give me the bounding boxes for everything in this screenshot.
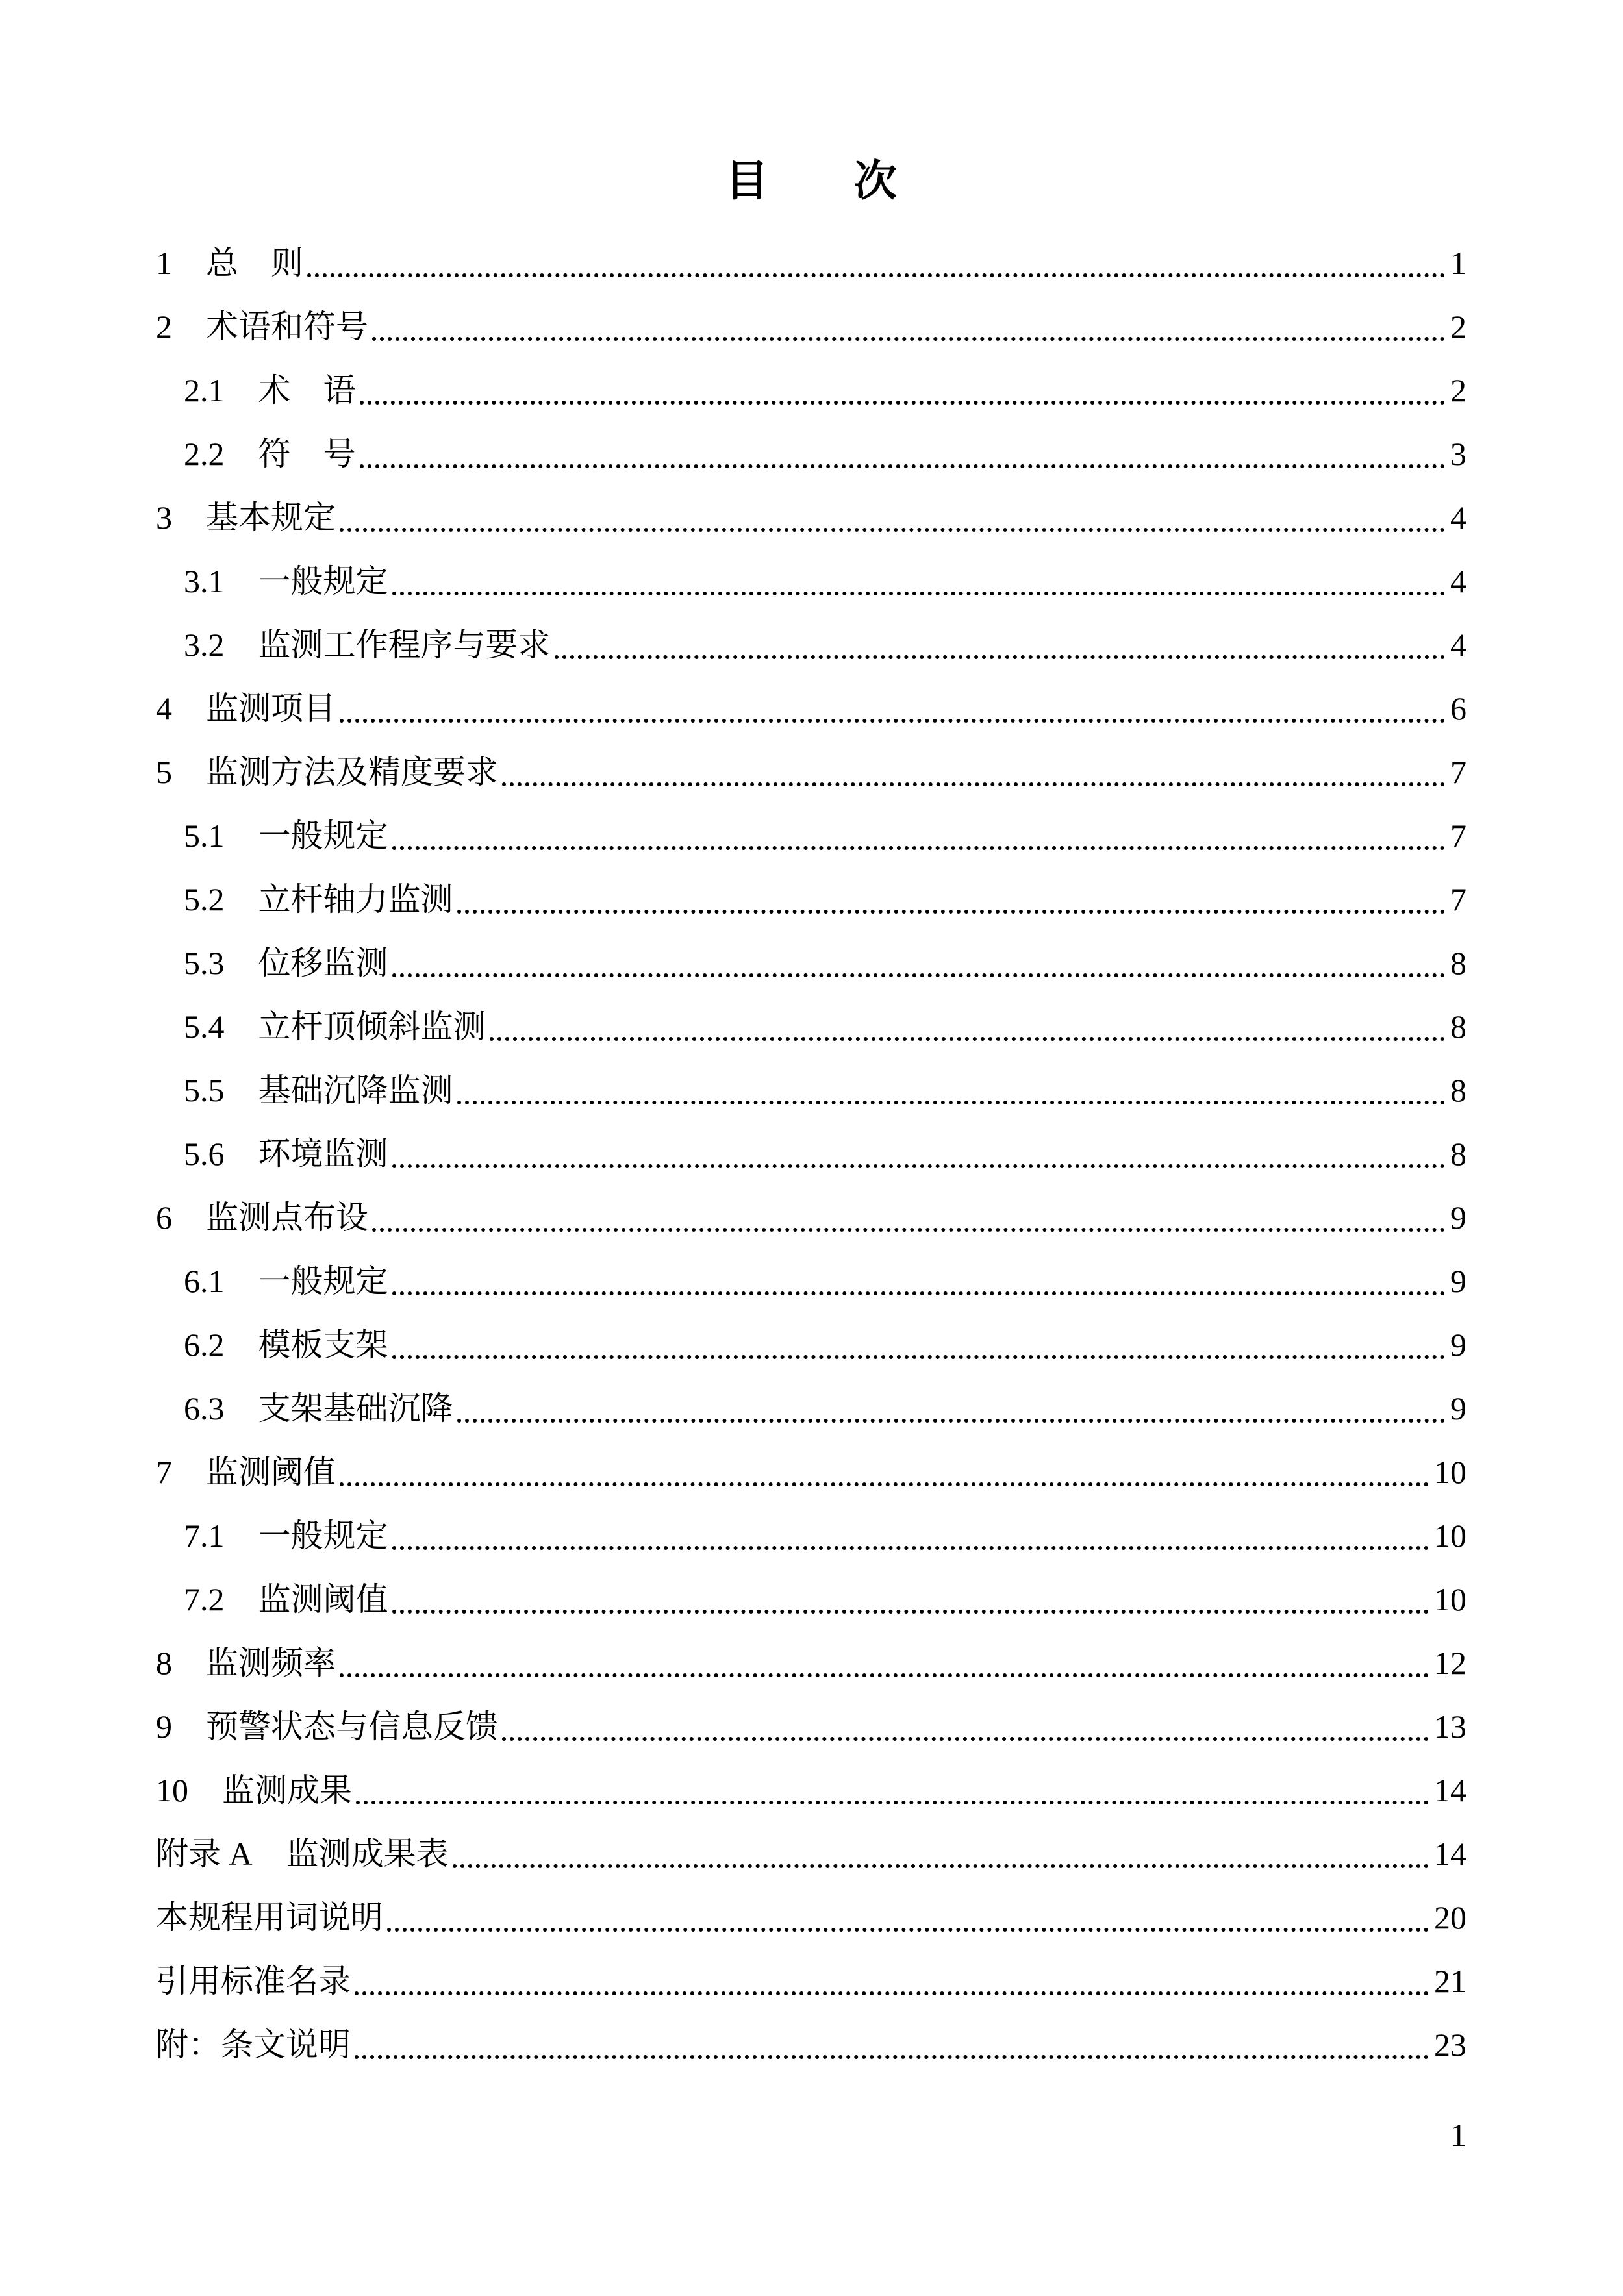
toc-entry-page: 21 bbox=[1434, 1963, 1466, 1999]
toc-entry bbox=[156, 231, 1466, 295]
toc-entry-number: 4 bbox=[156, 690, 172, 727]
toc-entry bbox=[156, 358, 1466, 422]
dot-leader bbox=[387, 1928, 1429, 1932]
toc-entry-label: 监测成果 bbox=[222, 1772, 352, 1808]
toc-entry bbox=[156, 1122, 1466, 1186]
dot-leader bbox=[355, 1991, 1429, 1995]
toc-entry-number: 7.2 bbox=[184, 1581, 225, 1617]
toc-entry-label: 监测阈值 bbox=[206, 1454, 336, 1490]
toc-entry-label: 附：条文说明 bbox=[156, 2027, 351, 2063]
toc-entry-page: 1 bbox=[1450, 245, 1466, 281]
toc-entry bbox=[156, 804, 1466, 867]
toc-entry-number: 7 bbox=[156, 1454, 172, 1490]
toc-entry bbox=[156, 995, 1466, 1058]
toc-entry-label: 术语和符号 bbox=[206, 308, 368, 345]
dot-leader bbox=[372, 337, 1445, 341]
toc-entry-number: 2.2 bbox=[184, 436, 225, 472]
toc-entry-number: 6 bbox=[156, 1199, 172, 1236]
dot-leader bbox=[307, 273, 1445, 277]
dot-leader bbox=[502, 1737, 1429, 1741]
dot-leader bbox=[555, 655, 1446, 659]
toc-entry-page: 10 bbox=[1434, 1581, 1466, 1617]
toc-entry-page: 12 bbox=[1434, 1645, 1466, 1681]
toc-entry-number: 5.4 bbox=[184, 1008, 225, 1045]
toc-entry-number: 1 bbox=[156, 245, 172, 281]
toc-entry bbox=[156, 613, 1466, 677]
toc-entry bbox=[156, 549, 1466, 613]
toc-entry-number: 6.1 bbox=[184, 1263, 225, 1299]
toc-entry bbox=[156, 1886, 1466, 1949]
toc-entry bbox=[156, 1949, 1466, 2013]
toc-entry bbox=[156, 1822, 1466, 1886]
toc-entry-label: 立杆轴力监测 bbox=[258, 881, 453, 917]
toc-entry bbox=[156, 1440, 1466, 1504]
dot-leader bbox=[372, 1228, 1445, 1232]
toc-entry-label: 位移监测 bbox=[258, 945, 388, 981]
toc-entry-page: 2 bbox=[1450, 308, 1466, 345]
dot-leader bbox=[453, 1864, 1429, 1868]
dot-leader bbox=[490, 1037, 1446, 1041]
dot-leader bbox=[360, 464, 1446, 468]
toc-entry-label: 引用标准名录 bbox=[156, 1963, 351, 1999]
toc-entry-label: 本规程用词说明 bbox=[156, 1899, 383, 1936]
toc-entry-page: 13 bbox=[1434, 1708, 1466, 1745]
dot-leader bbox=[340, 719, 1445, 723]
toc-entry bbox=[156, 295, 1466, 358]
dot-leader bbox=[340, 528, 1445, 532]
toc-entry-label: 模板支架 bbox=[258, 1327, 388, 1363]
toc-entry-label: 监测点布设 bbox=[206, 1199, 368, 1236]
toc-entry-number: 3.1 bbox=[184, 563, 225, 599]
toc-entry bbox=[156, 1058, 1466, 1122]
toc-entry-label: 一般规定 bbox=[258, 563, 388, 599]
toc-entry bbox=[156, 1377, 1466, 1440]
toc-entry-number: 5.1 bbox=[184, 817, 225, 854]
dot-leader bbox=[392, 846, 1446, 850]
toc-entry bbox=[156, 1567, 1466, 1631]
toc-entry-page: 9 bbox=[1450, 1263, 1466, 1299]
toc-entry-number: 2 bbox=[156, 308, 172, 345]
toc-entry bbox=[156, 486, 1466, 549]
toc-entry-page: 8 bbox=[1450, 945, 1466, 981]
toc-entry-number: 5.3 bbox=[184, 945, 225, 981]
dot-leader bbox=[457, 1419, 1446, 1423]
toc-entry-label: 一般规定 bbox=[258, 817, 388, 854]
toc-entry-page: 7 bbox=[1450, 754, 1466, 790]
toc-entry-label: 监测阈值 bbox=[258, 1581, 388, 1617]
toc-entry bbox=[156, 931, 1466, 995]
toc-list bbox=[156, 231, 1466, 2077]
toc-entry-number: 7.1 bbox=[184, 1517, 225, 1554]
toc-entry bbox=[156, 1758, 1466, 1822]
dot-leader bbox=[356, 1801, 1429, 1804]
dot-leader bbox=[340, 1482, 1429, 1486]
toc-entry bbox=[156, 1631, 1466, 1695]
toc-entry-page: 7 bbox=[1450, 881, 1466, 917]
toc-entry-page: 9 bbox=[1450, 1390, 1466, 1427]
toc-entry bbox=[156, 2013, 1466, 2077]
toc-entry bbox=[156, 422, 1466, 486]
toc-entry bbox=[156, 677, 1466, 740]
toc-entry-label: 基础沉降监测 bbox=[258, 1072, 453, 1108]
toc-entry-number: 8 bbox=[156, 1645, 172, 1681]
toc-entry-number: 3 bbox=[156, 499, 172, 536]
dot-leader bbox=[502, 782, 1445, 786]
dot-leader bbox=[392, 1610, 1429, 1614]
dot-leader bbox=[457, 1101, 1446, 1104]
toc-entry-number: 3.2 bbox=[184, 627, 225, 663]
toc-entry-label: 一般规定 bbox=[258, 1517, 388, 1554]
dot-leader bbox=[392, 973, 1446, 977]
toc-entry-page: 6 bbox=[1450, 690, 1466, 727]
toc-entry-label: 支架基础沉降 bbox=[258, 1390, 453, 1427]
toc-entry-number: 10 bbox=[156, 1772, 188, 1808]
toc-entry-number: 5 bbox=[156, 754, 172, 790]
toc-entry-label: 监测方法及精度要求 bbox=[206, 754, 498, 790]
dot-leader bbox=[457, 910, 1446, 914]
toc-entry bbox=[156, 740, 1466, 804]
toc-entry-number: 6.3 bbox=[184, 1390, 225, 1427]
toc-entry-page: 4 bbox=[1450, 499, 1466, 536]
toc-entry-page: 8 bbox=[1450, 1008, 1466, 1045]
toc-entry-page: 23 bbox=[1434, 2027, 1466, 2063]
toc-entry-label: 基本规定 bbox=[206, 499, 336, 536]
toc-entry-page: 7 bbox=[1450, 817, 1466, 854]
page-title: 目 次 bbox=[725, 158, 897, 205]
toc-entry bbox=[156, 1504, 1466, 1567]
toc-entry bbox=[156, 1313, 1466, 1377]
toc-entry-number: 5.5 bbox=[184, 1072, 225, 1108]
toc-entry-page: 8 bbox=[1450, 1072, 1466, 1108]
toc-entry-page: 14 bbox=[1434, 1836, 1466, 1872]
toc-entry-page: 9 bbox=[1450, 1327, 1466, 1363]
toc-entry-page: 3 bbox=[1450, 436, 1466, 472]
toc-entry-label: 监测项目 bbox=[206, 690, 336, 727]
toc-entry bbox=[156, 1695, 1466, 1758]
dot-leader bbox=[392, 1546, 1429, 1550]
toc-entry-label: 术 语 bbox=[258, 372, 356, 408]
toc-entry-label: 一般规定 bbox=[258, 1263, 388, 1299]
dot-leader bbox=[340, 1673, 1429, 1677]
toc-entry-number: 2.1 bbox=[184, 372, 225, 408]
dot-leader bbox=[392, 592, 1446, 595]
toc-entry-label: 监测成果表 bbox=[286, 1836, 449, 1872]
toc-entry-number: 6.2 bbox=[184, 1327, 225, 1363]
toc-entry-label: 环境监测 bbox=[258, 1136, 388, 1172]
toc-entry-number: 附录 A bbox=[156, 1836, 253, 1872]
toc-entry-page: 2 bbox=[1450, 372, 1466, 408]
toc-entry-label: 监测频率 bbox=[206, 1645, 336, 1681]
toc-entry-number: 5.2 bbox=[184, 881, 225, 917]
toc-entry-page: 9 bbox=[1450, 1199, 1466, 1236]
toc-entry-label: 立杆顶倾斜监测 bbox=[258, 1008, 486, 1045]
toc-entry-page: 4 bbox=[1450, 563, 1466, 599]
dot-leader bbox=[392, 1355, 1446, 1359]
toc-entry-page: 10 bbox=[1434, 1517, 1466, 1554]
dot-leader bbox=[392, 1292, 1446, 1295]
toc-entry-page: 10 bbox=[1434, 1454, 1466, 1490]
page-number: 1 bbox=[1450, 2117, 1466, 2153]
toc-entry-page: 14 bbox=[1434, 1772, 1466, 1808]
toc-entry-label: 预警状态与信息反馈 bbox=[206, 1708, 498, 1745]
dot-leader bbox=[360, 401, 1446, 405]
toc-entry-label: 总 则 bbox=[206, 245, 303, 281]
toc-entry bbox=[156, 1186, 1466, 1249]
toc-entry bbox=[156, 1249, 1466, 1313]
dot-leader bbox=[392, 1164, 1446, 1168]
toc-entry-page: 20 bbox=[1434, 1899, 1466, 1936]
toc-entry-page: 8 bbox=[1450, 1136, 1466, 1172]
toc-entry-label: 监测工作程序与要求 bbox=[258, 627, 551, 663]
dot-leader bbox=[355, 2055, 1429, 2059]
toc-entry-number: 5.6 bbox=[184, 1136, 225, 1172]
toc-entry-number: 9 bbox=[156, 1708, 172, 1745]
toc-entry-page: 4 bbox=[1450, 627, 1466, 663]
toc-entry-label: 符 号 bbox=[258, 436, 356, 472]
toc-entry bbox=[156, 867, 1466, 931]
